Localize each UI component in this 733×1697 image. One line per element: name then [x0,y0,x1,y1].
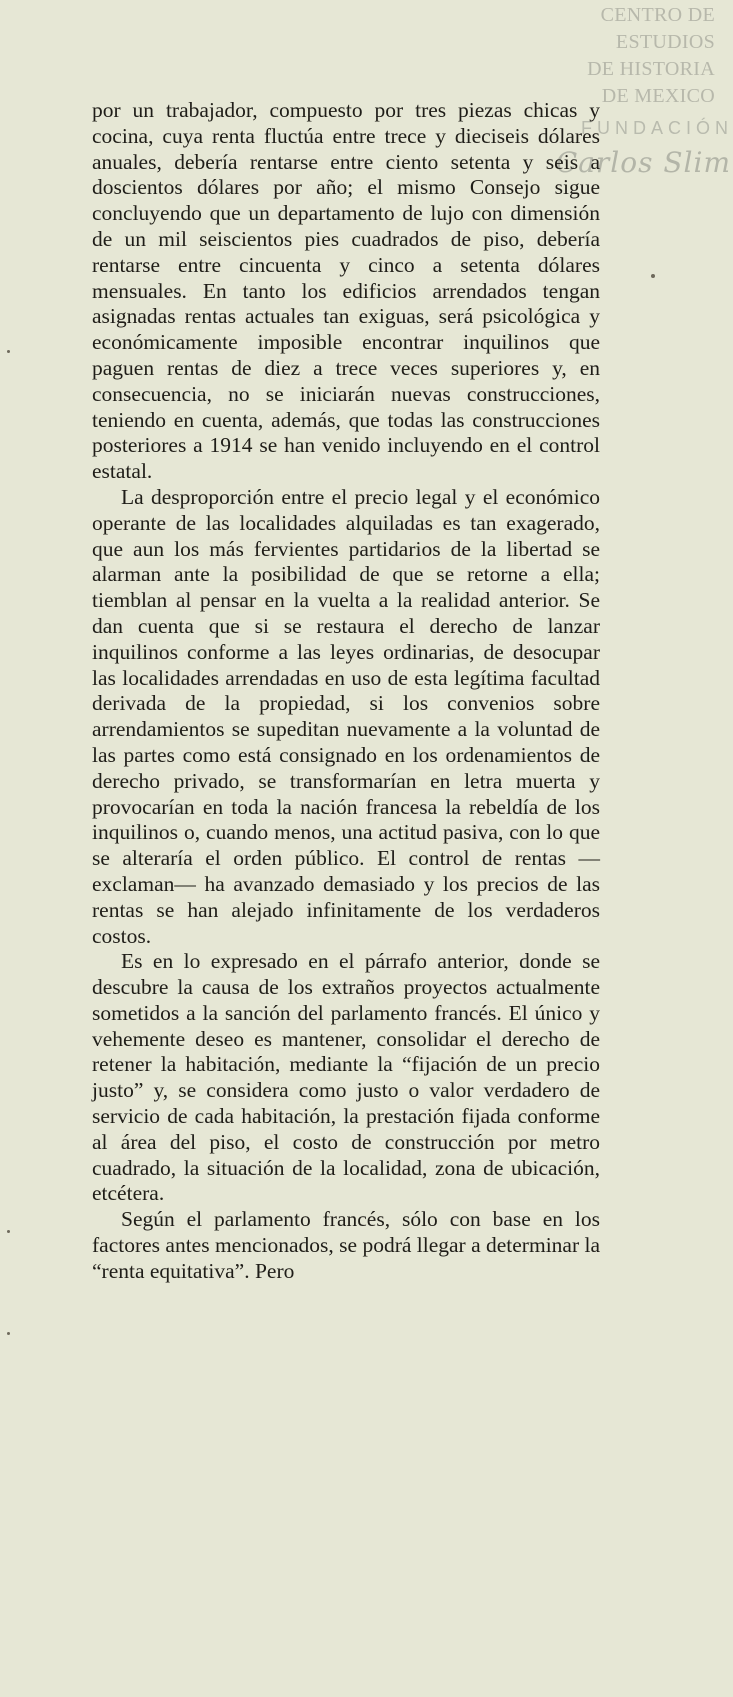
scan-speck [651,274,655,278]
scan-speck [7,1332,10,1335]
paragraph: por un trabajador, compuesto por tres piezas chicas y cocina, cuya renta fluctúa entre trece y dieciseis dólares anuales, debería rentarse entre ciento setenta y seis a doscientos dólares por año; el mismo Consejo sigue concluyendo que un departamento de lujo con dimensión de un mil seiscientos pies cuadrados de piso, debería rentarse entre cincuenta y cinco a setenta dólares mensuales. En tanto los edificios arrendados tengan asignadas rentas actuales tan exiguas, será psicológica y económicamente imposible encontrar inquilinos que paguen rentas de diez a trece veces superiores y, en consecuencia, no se iniciarán nuevas construcciones, teniendo en cuenta, además, que todas las construcciones posteriores a 1914 se han venido incluyendo en el control estatal. [92,98,600,484]
watermark-line: CENTRO DE [600,4,715,26]
body-text [92,98,600,1285]
paragraph: Según el parlamento francés, sólo con base en los factores antes mencionados, se podrá llegar a determinar la “renta equitativa”. Pero [92,1207,601,1283]
scan-speck [7,350,10,353]
watermark-line: ESTUDIOS [615,31,715,53]
watermark-line: DE HISTORIA [587,58,715,80]
paragraph: La desproporción entre el precio legal y el económico operante de las localidades alquiladas es tan exagerado, que aun los más fervientes partidarios de la libertad se alarman ante la posibilidad de que se retorne a ella; tiemblan al pensar en la vuelta a la realidad anterior. Se dan cuenta que si se restaura el derecho de lanzar inquilinos conforme a las leyes ordinarias, de desocupar las localidades arrendadas en uso de esta legítima facultad derivada de la propiedad, si los convenios sobre arrendamientos se supeditan nuevamente a la voluntad de las partes como está consignado en los ordenamientos de derecho privado, se transformarían en letra muerta y provocarían en toda la nación francesa la rebeldía de los inquilinos o, cuando menos, una actitud pasiva, con lo que se alteraría el orden público. El control de rentas —exclaman— ha avanzado demasiado y los precios de las rentas se han alejado infinitamente de los verdaderos costos. [92,484,600,948]
archive-watermark [545,2,715,110]
watermark-signature: Carlos Slim [555,146,731,179]
watermark-foundation: FUNDACIÓN [581,118,733,138]
paragraph: Es en lo expresado en el párrafo anterior, donde se descubre la causa de los extraños proyectos actualmente sometidos a la sanción del parlamento francés. El único y vehemente deseo es mantener, consolidar el derecho de retener la habitación, mediante la “fijación de un precio justo” y, se considera como justo o valor verdadero de servicio de cada habitación, la prestación fijada conforme al área del piso, el costo de construcción por metro cuadrado, la situación de la localidad, zona de ubicación, etcétera. [92,949,600,1206]
scan-speck [7,1230,10,1233]
watermark-line: DE MEXICO [601,85,715,107]
